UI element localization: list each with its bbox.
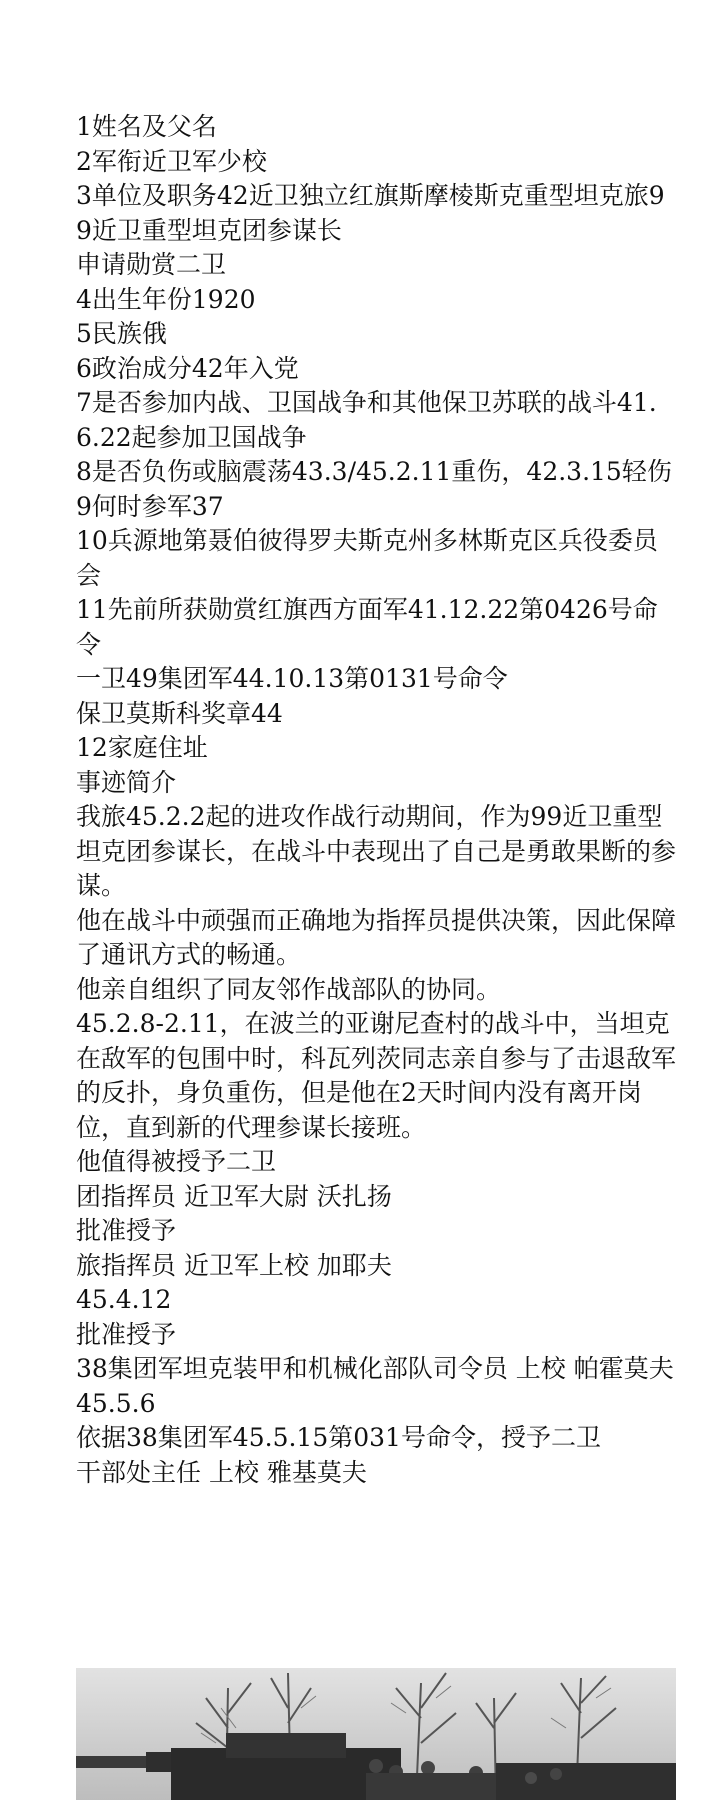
line-name: 1姓名及父名 [76,112,217,141]
line-personnel-chief: 干部处主任 上校 雅基莫夫 [76,1457,367,1487]
tank-photo-icon [76,1668,676,1800]
line-order: 依据38集团军45.5.15第031号命令，授予二卫 [76,1423,601,1452]
line-award-requested: 申请勋赏二卫 [76,250,227,279]
line-brigade-commander: 旅指挥员 近卫军上校 加耶夫 [76,1250,392,1280]
line-summary-heading: 事迹简介 [76,767,177,797]
historical-photo [76,1668,676,1800]
line-previous-awards-2: 一卫49集团军44.10.13第0131号命令 [76,664,508,693]
line-summary-4: 45.2.8-2.11，在波兰的亚谢尼查村的战斗中，当坦克在敌军的包围中时，科瓦列茨同志亲自参与了击退敌军的反扑，身负重伤，但是他在2天时间内没有离开岗位，直到新的代理参谋长接班。 [76,1009,677,1142]
line-rank: 2军衔近卫军少校 [76,146,267,176]
line-unit: 3单位及职务42近卫独立红旗斯摩棱斯克重型坦克旅99近卫重型坦克团参谋长 [76,181,665,245]
line-recommendation: 他值得被授予二卫 [76,1147,277,1176]
line-wounds: 8是否负伤或脑震荡43.3/45.2.11重伤，42.3.15轻伤 [76,457,672,486]
line-summary-2: 他在战斗中顽强而正确地为指挥员提供决策，因此保障了通讯方式的畅通。 [76,905,677,969]
award-document-text [76,110,676,1490]
line-previous-awards-3: 保卫莫斯科奖章44 [76,698,283,728]
line-army-commander: 38集团军坦克装甲和机械化部队司令员 上校 帕霍莫夫 [76,1354,674,1383]
line-approval-2: 批准授予 [76,1319,177,1349]
line-date-2: 45.5.6 [76,1388,156,1418]
line-party: 6政治成分42年入党 [76,353,299,383]
line-summary-3: 他亲自组织了同友邻作战部队的协同。 [76,974,502,1004]
line-home-address: 12家庭住址 [76,733,208,762]
line-approval-1: 批准授予 [76,1216,177,1245]
line-nationality: 5民族俄 [76,319,167,348]
line-date-1: 45.4.12 [76,1285,172,1314]
line-previous-awards: 11先前所获勋赏红旗西方面军41.12.22第0426号命令 [76,595,658,659]
line-enlistment: 9何时参军37 [76,491,224,521]
line-summary-1: 我旅45.2.2起的进攻作战行动期间，作为99近卫重型坦克团参谋长，在战斗中表现出了自己是勇敢果断的参谋。 [76,802,677,900]
line-regiment-commander: 团指挥员 近卫军大尉 沃扎扬 [76,1181,392,1211]
line-war-participation: 7是否参加内战、卫国战争和其他保卫苏联的战斗41.6.22起参加卫国战争 [76,388,657,452]
line-birth-year: 4出生年份1920 [76,284,256,314]
line-draft-office: 10兵源地第聂伯彼得罗夫斯克州多林斯克区兵役委员会 [76,526,658,590]
